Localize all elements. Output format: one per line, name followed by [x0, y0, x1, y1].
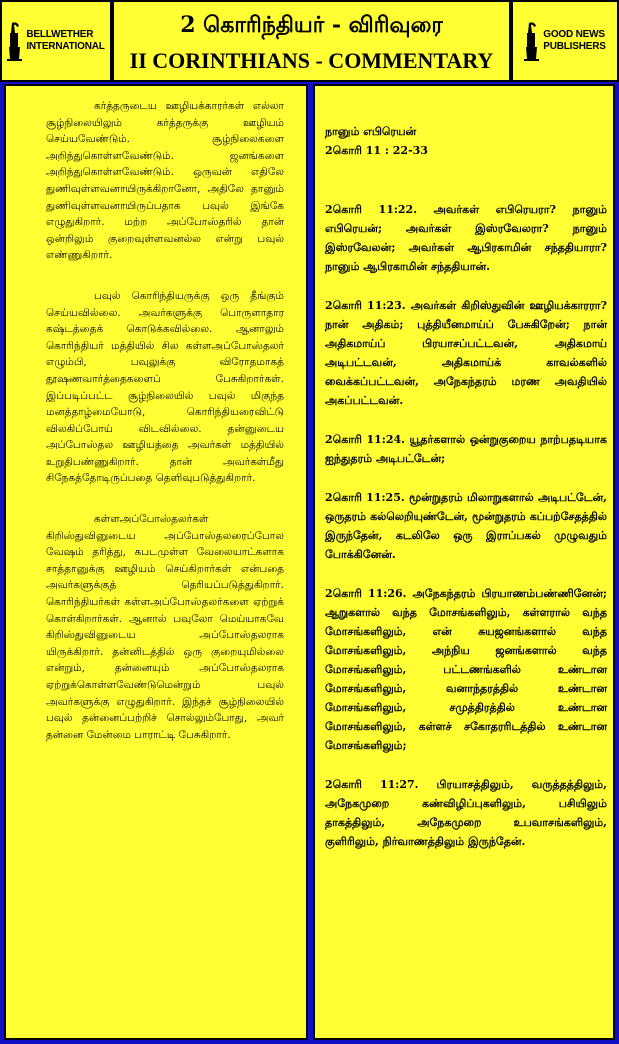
good-news-line2: PUBLISHERS	[543, 41, 606, 52]
verse-text: பிரயாசத்திலும், வருத்தத்திலும், அநேகமுறை கண்விழிப்புகளிலும், பசியிலும் தாகத்திலும், அநேகமுறை உபவாசங்களிலும், குளிரிலும், நிர்வாணத்திலும் இருந்தேன்.	[325, 778, 607, 848]
shepherd-icon	[524, 21, 540, 61]
verse-ref: 2கொரி 11:26.	[325, 587, 407, 600]
commentary-paragraph-1: கர்த்தருடைய ஊழியக்காரர்கள் எல்லா சூழ்நிலையிலும் கர்த்தருக்கு ஊழியம் செய்யவேண்டும். சூழ்நிலைகளை அறிந்துகொள்ளவேண்டும். ஜனங்களை அறிந்துகொள்ளவேண்டும். ஒருவன் எதிலே துணிவுள்ளவனாயிருக்கிறானோ, அதிலே தானும் துணிவுள்ளவனாயிருப்பதாக பவுல் இங்கே எழுதுகிறார். மற்ற அப்போஸ்தரில் தான் ஒன்றிலும் குறைவுள்ளவனல்ல என்று பவுல் எண்ணுகிறார்.	[46, 100, 284, 262]
verse-ref: 2கொரி 11:25.	[325, 491, 405, 504]
verse-ref: 2கொரி 11:22.	[325, 203, 418, 216]
bellwether-logo	[0, 0, 112, 82]
verse-ref: 2கொரி 11:27.	[325, 778, 419, 791]
verse-22	[325, 200, 607, 276]
commentary-column	[4, 84, 308, 1040]
bellwether-line2: INTERNATIONAL	[26, 41, 105, 52]
verse-24	[325, 430, 607, 468]
commentary-paragraph-3: கள்ளஅப்போஸ்தலர்கள் கிறிஸ்துவினுடைய அப்போஸ்தலரைப்போல வேஷம் தரித்து, கபடமுள்ள வேலையாட்களாக சாத்தானுக்கு ஊழியம் செய்கிறார்கள் என்பதை அவர்களுக்குத் தெரியப்படுத்துகிறார். கொரிந்தியர்கள் கள்ளஅப்போஸ்தலர்களை ஏற்றுக் கொள்கிறார்கள். ஆனால் பவுலோ மெய்யாகவே கிறிஸ்துவினுடைய அப்போஸ்தலராக யிருக்கிறார். தன்னிடத்தில் ஒரு குறையுமில்லை என்றும், தன்னையும் அப்போஸ்தலராக ஏற்றுக்கொள்ளவேண்டுமென்றும் பவுல் அவர்களுக்கு எழுதுகிறார். இந்தச் சூழ்நிலையில் பவுல் தன்னைப்பற்றிச் சொல்லும்போது, அவர் தன்னை மேன்மை பாராட்டி பேசுகிறார்.	[46, 513, 284, 741]
section-heading: நானும் எபிரெயன்	[325, 125, 417, 138]
verse-25	[325, 488, 607, 564]
bellwether-line1: BELLWETHER	[26, 29, 94, 40]
verse-text: அநேகந்தரம் பிரயாணம்பண்ணினேன்; ஆறுகளால் வந்த மோசங்களிலும், கள்ளரால் வந்த மோசங்களிலும், என் சுயஜனங்களால் வந்த மோசங்களிலும், அந்நிய ஜனங்களால் வந்த மோசங்களிலும், பட்டணங்களில் உண்டான மோசங்களிலும், வனாந்தரத்தில் உண்டான மோசங்களிலும், சமுத்திரத்தில் உண்டான மோசங்களிலும், கள்ளச் சகோதரரிடத்தில் உண்டான மோசங்களிலும்;	[325, 587, 607, 752]
verse-27	[325, 775, 607, 851]
verse-ref: 2கொரி 11:24.	[325, 433, 405, 446]
title-english: II CORINTHIANS - COMMENTARY	[129, 48, 494, 73]
verse-text: அவர்கள் கிறிஸ்துவின் ஊழியக்காரரா? நான் அதிகம்; புத்தியீனமாய்ப் பேசுகிறேன்; நான் அதிகமாய்ப் பிரயாசப்பட்டவன், அதிகமாய் அடிபட்டவன், அதிகமாய்க் காவல்களில் வைக்கப்பட்டவன், அநேகந்தரம் மரண அவதியில் அகப்பட்டவன்.	[325, 299, 607, 407]
commentary-paragraph-2: பவுல் கொரிந்தியருக்கு ஒரு தீங்கும் செய்யவில்லை. அவர்களுக்கு பொருளாதார கஷ்டத்தைக் கொடுக்கவில்லை. ஆனாலும் கொரிந்தியர் மத்தியில் சில கள்ளஅப்போஸ்தலர் எழும்பி, பவுலுக்கு விரோதமாகத் தூஷணவார்த்தைகளைப் பேசுகிறார்கள். இப்படிப்பட்ட சூழ்நிலையில் பவுல் மிகுந்த மனத்தாழ்மையோடு, கொரிந்தியரைவிட்டு விலகிப்போய் விடவில்லை. தன்னுடைய அப்போஸ்தல ஊழியத்தை அவர்கள் மத்தியில் உறுதிபண்ணுகிறார். தான் அவர்கள்மீது சிநேகத்தோடிருப்பதை தெளிவுபடுத்துகிறார்.	[46, 289, 284, 485]
verse-ref: 2கொரி 11:23.	[325, 299, 406, 312]
verse-text: மூன்றுதரம் மிலாறுகளால் அடிபட்டேன், ஒருதரம் கல்லெறியுண்டேன், மூன்றுதரம் கப்பற்சேதத்தில் இருந்தேன், கடலிலே ஒரு இராப்பகல் முழுவதும் போக்கினேன்.	[325, 491, 607, 561]
page-title-box	[112, 0, 511, 82]
scripture-column	[313, 84, 615, 1040]
good-news-line1: GOOD NEWS	[543, 29, 605, 40]
verse-text: யூதர்களால் ஒன்றுகுறைய நாற்பதடியாக ஐந்துதரம் அடிபட்டேன்;	[325, 433, 607, 465]
title-tamil: 2 கொரிந்தியர் - விரிவுரை	[180, 12, 443, 38]
verse-26	[325, 584, 607, 755]
section-reference: 2கொரி 11 : 22-33	[325, 144, 428, 157]
good-news-logo	[511, 0, 619, 82]
verse-text: அவர்கள் எபிரெயரா? நானும் எபிரெயன்; அவர்கள் இஸ்ரவேலரா? நானும் இஸ்ரவேலன்; அவர்கள் ஆபிரகாமின் சந்ததியாரா? நானும் ஆபிரகாமின் சந்ததியான்.	[325, 203, 607, 273]
shepherd-icon	[7, 21, 23, 61]
verse-23	[325, 296, 607, 410]
